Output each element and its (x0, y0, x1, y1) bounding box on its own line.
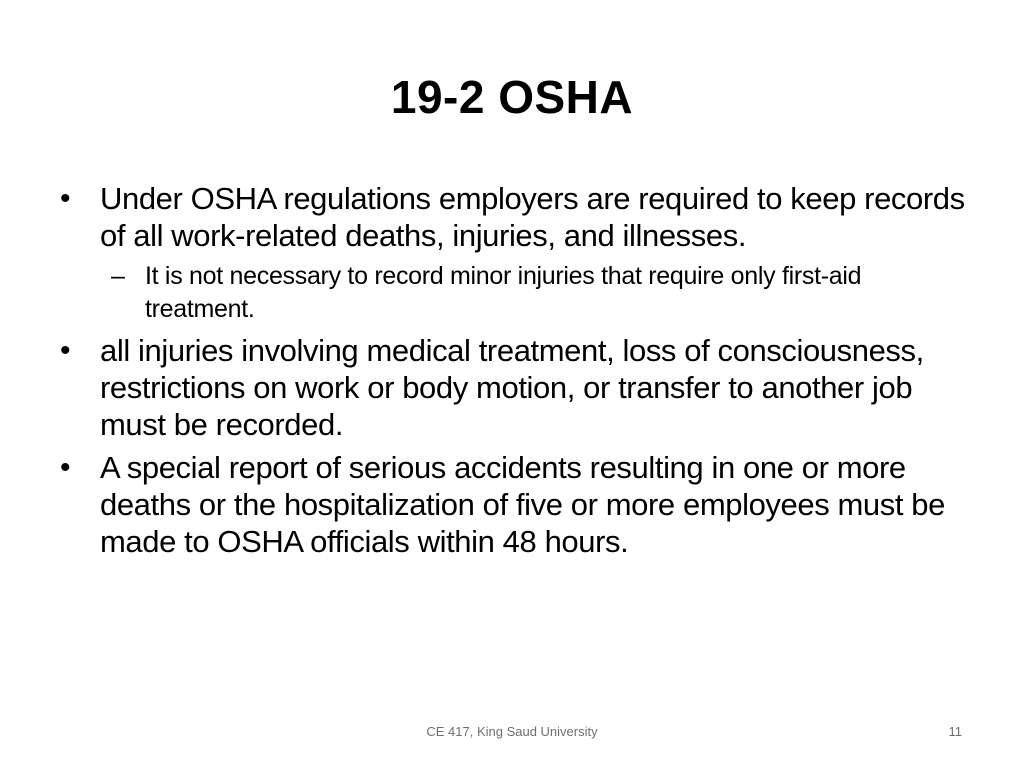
bullet-item (56, 332, 976, 443)
bullet-dot-icon: • (60, 334, 71, 367)
slide-body (56, 180, 976, 566)
dash-icon: – (111, 262, 125, 290)
footer-course: CE 417, King Saud University (426, 724, 598, 739)
bullet-text: A special report of serious accidents resulting in one or more deaths or the hospitalization of five or more employees must be made to OSHA officials within 48 hours. (100, 450, 945, 559)
bullet-item (56, 449, 976, 560)
bullet-text: all injuries involving medical treatment, loss of consciousness, restrictions on work or body motion, or transfer to another job must be recorded. (100, 333, 924, 442)
bullet-text: Under OSHA regulations employers are required to keep records of all work-related deaths, injuries, and illnesses. (100, 181, 965, 253)
sub-bullet-text: It is not necessary to record minor injuries that require only first-aid treatment. (145, 262, 862, 323)
sub-bullet-item (56, 260, 976, 326)
bullet-dot-icon: • (60, 182, 71, 215)
bullet-item (56, 180, 976, 254)
bullet-dot-icon: • (60, 451, 71, 484)
page-number: 11 (948, 724, 962, 739)
slide-title: 19-2 OSHA (390, 71, 634, 123)
